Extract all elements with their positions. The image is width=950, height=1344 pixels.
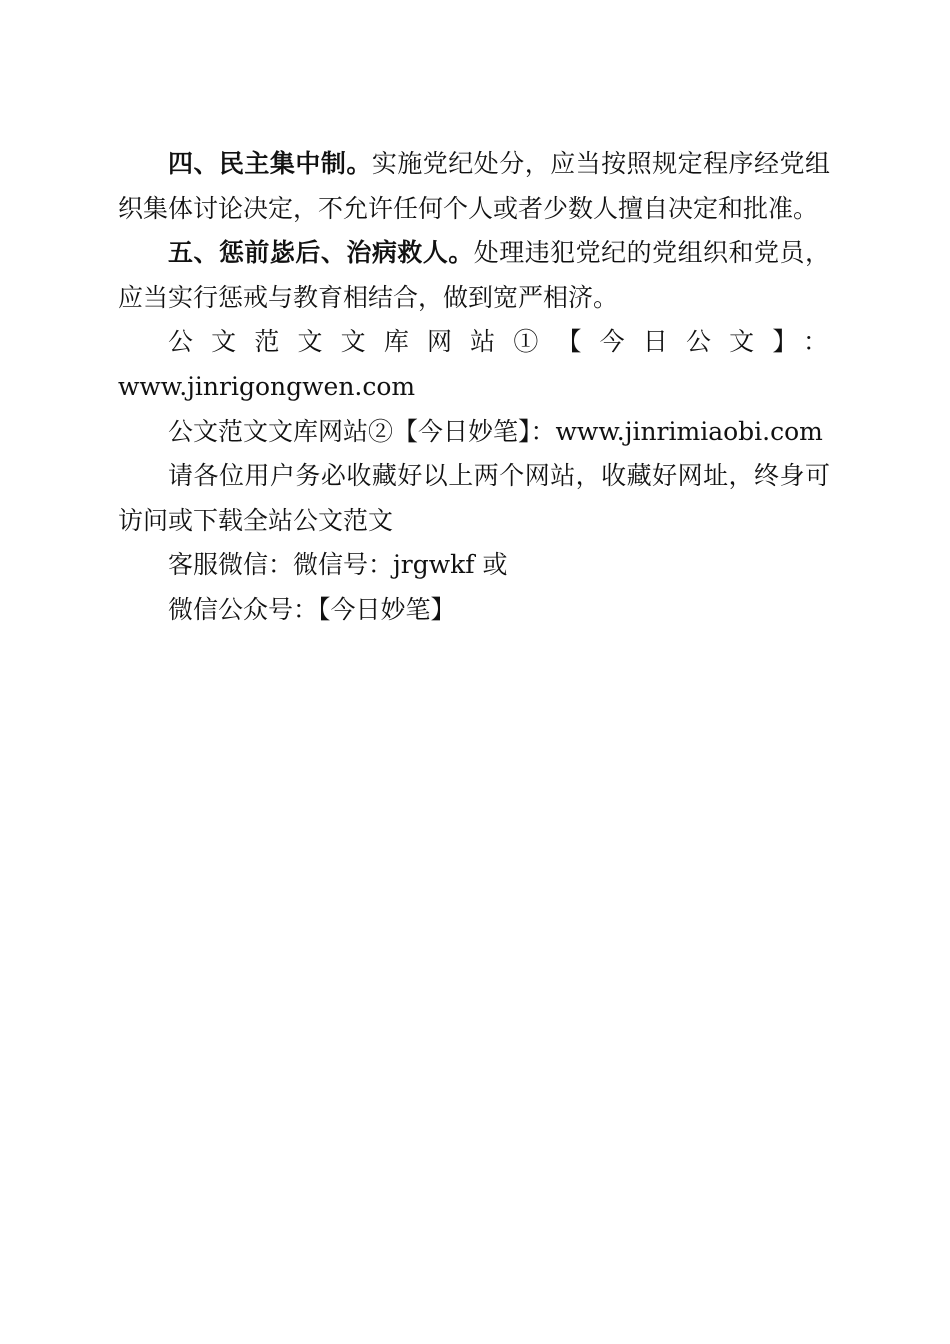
site-2-paragraph bbox=[118, 410, 830, 455]
principle-5-body: 处理违犯党纪的党组织和党员，应当实行惩戒与教育相结合，做到宽严相济。 bbox=[118, 238, 830, 312]
service-wechat-line: 客服微信：微信号：jrgwkf 或 bbox=[168, 550, 508, 580]
document-body bbox=[118, 142, 830, 633]
site-1-url: www.jinrigongwen.com bbox=[118, 371, 416, 401]
site-1-label: 公文范文文库网站①【今日公文】： bbox=[168, 327, 830, 357]
principle-5-paragraph bbox=[118, 231, 830, 320]
site-1-url-paragraph bbox=[118, 365, 830, 410]
principle-4-heading: 四、民主集中制。 bbox=[168, 149, 372, 178]
notice-paragraph: 请各位用户务必收藏好以上两个网站，收藏好网址，终身可访问或下载全站公文范文 bbox=[118, 461, 830, 535]
official-account-line: 微信公众号：【今日妙笔】 bbox=[168, 594, 456, 624]
site-1-paragraph bbox=[118, 320, 830, 365]
site-2-label: 公文范文文库网站②【今日妙笔】： bbox=[168, 416, 556, 446]
principle-4-paragraph bbox=[118, 142, 830, 231]
site-2-url: www.jinrimiaobi.com bbox=[555, 416, 823, 446]
principle-4-body: 实施党纪处分，应当按照规定程序经党组织集体讨论决定，不允许任何个人或者少数人擅自决定和批准。 bbox=[118, 149, 830, 223]
principle-5-heading: 五、惩前毖后、治病救人。 bbox=[168, 238, 474, 268]
